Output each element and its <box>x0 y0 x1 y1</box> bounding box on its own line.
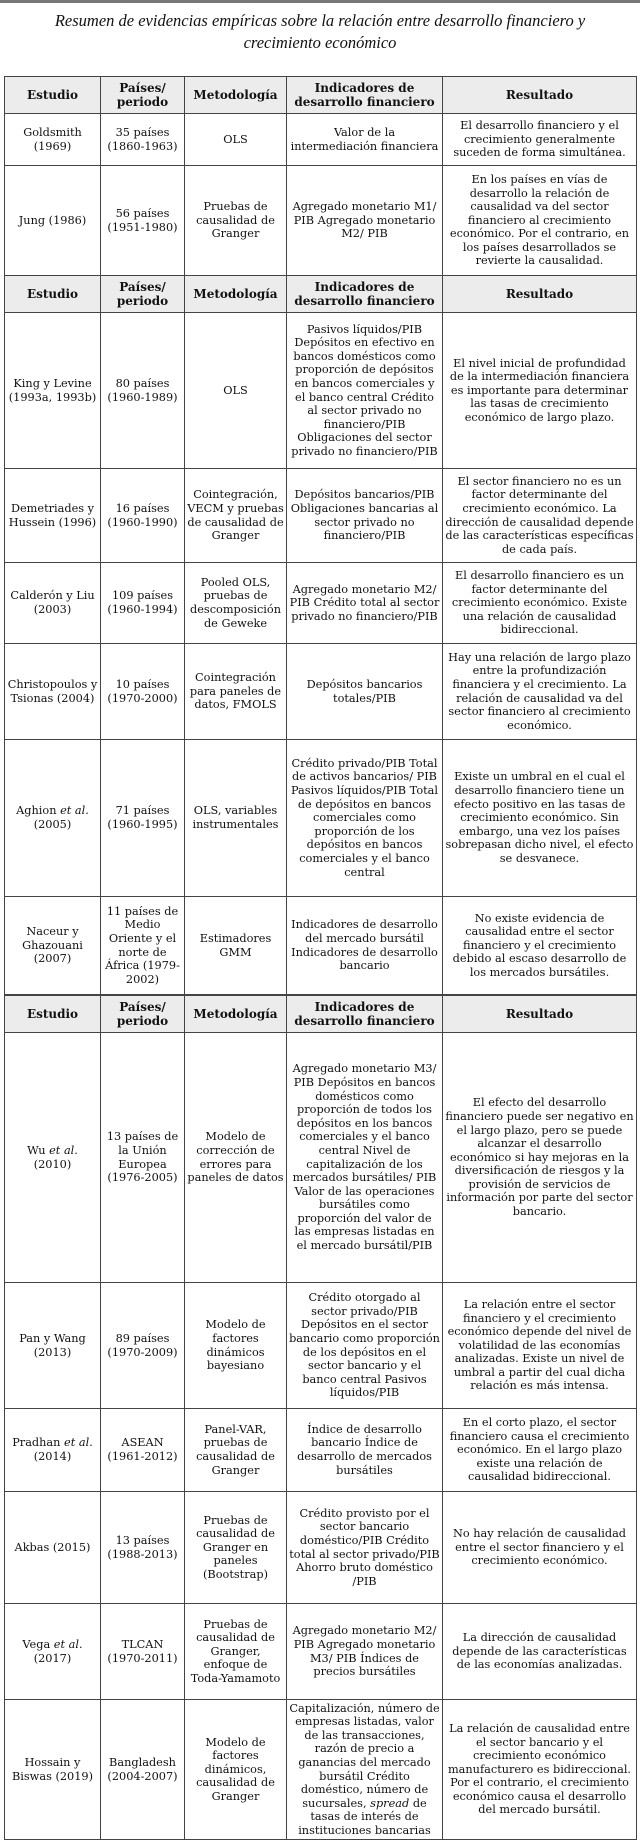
cell-resultado: Existe un umbral en el cual el desarrollo financiero tiene un efecto positivo en las tasas de crecimiento económico. Sin embargo, una vez los países sobrepasan dicho nivel, el efecto se desvanece. <box>443 740 637 897</box>
cell-paises: 80 países (1960-1989) <box>101 313 185 469</box>
header-row <box>5 996 637 1033</box>
cell-estudio <box>5 1409 101 1492</box>
cell-indicadores-spread: spread <box>370 1796 410 1810</box>
header-row <box>5 77 637 114</box>
table-row <box>5 740 637 897</box>
cell-resultado: La relación entre el sector financiero y el crecimiento económico depende del nivel de volatilidad de las economías analizadas. Existe un nivel de umbral a partir del cual dicha relación es más intensa. <box>443 1283 637 1409</box>
cell-paises: ASEAN (1961-2012) <box>101 1409 185 1492</box>
cell-estudio: King y Levine (1993a, 1993b) <box>5 313 101 469</box>
header-indicadores: Indicadores de desarrollo financiero <box>287 996 443 1033</box>
header-resultado: Resultado <box>443 276 637 313</box>
cell-resultado: No hay relación de causalidad entre el sector financiero y el crecimiento económico. <box>443 1492 637 1604</box>
table-row <box>5 1604 637 1700</box>
header-estudio: Estudio <box>5 77 101 114</box>
cell-paises: 11 países de Medio Oriente y el norte de África (1979-2002) <box>101 897 185 995</box>
cell-resultado: Hay una relación de largo plazo entre la profundización financiera y el crecimiento. La relación de causalidad va del sector financiero al crecimiento económico. <box>443 644 637 740</box>
cell-indicadores: Valor de la intermediación financiera <box>287 114 443 166</box>
table-row <box>5 166 637 276</box>
cell-indicadores: Agregado monetario M1/ PIB Agregado monetario M2/ PIB <box>287 166 443 276</box>
table-row <box>5 644 637 740</box>
cell-estudio: Demetriades y Hussein (1996) <box>5 469 101 563</box>
cell-estudio <box>5 1604 101 1700</box>
cell-metodologia: Cointegración para paneles de datos, FMOLS <box>185 644 287 740</box>
cell-resultado: El desarrollo financiero y el crecimiento generalmente suceden de forma simultánea. <box>443 114 637 166</box>
cell-indicadores: Depósitos bancarios/PIB Obligaciones bancarias al sector privado no financiero/PIB <box>287 469 443 563</box>
cell-metodologia: OLS <box>185 313 287 469</box>
cell-estudio-year: (2010) <box>33 1157 72 1171</box>
cell-resultado: La dirección de causalidad depende de las características de las economías analizadas. <box>443 1604 637 1700</box>
table-row <box>5 563 637 644</box>
table-row <box>5 313 637 469</box>
cell-metodologia: Modelo de corrección de errores para paneles de datos <box>185 1033 287 1283</box>
evidence-table-3 <box>4 995 637 1840</box>
cell-indicadores: Crédito provisto por el sector bancario doméstico/PIB Crédito total al sector privado/PIB Ahorro bruto doméstico /PIB <box>287 1492 443 1604</box>
cell-estudio: Akbas (2015) <box>5 1492 101 1604</box>
cell-metodologia: Cointegración, VECM y pruebas de causalidad de Granger <box>185 469 287 563</box>
cell-paises: 13 países (1988-2013) <box>101 1492 185 1604</box>
cell-metodologia: Estimadores GMM <box>185 897 287 995</box>
cell-indicadores: Crédito privado/PIB Total de activos bancarios/ PIB Pasivos líquidos/PIB Total de depósitos en bancos comerciales como proporción de los depósitos en bancos comerciales y el banco central <box>287 740 443 897</box>
cell-metodologia: Pruebas de causalidad de Granger, enfoque de Toda-Yamamoto <box>185 1604 287 1700</box>
header-estudio: Estudio <box>5 996 101 1033</box>
cell-paises: 16 países (1960-1990) <box>101 469 185 563</box>
cell-estudio: Naceur y Ghazouani (2007) <box>5 897 101 995</box>
cell-paises: 10 países (1970-2000) <box>101 644 185 740</box>
header-paises: Países/ periodo <box>101 276 185 313</box>
cell-estudio-year: (2014) <box>33 1450 72 1463</box>
top-rule <box>0 0 640 3</box>
cell-paises: 89 países (1970-2009) <box>101 1283 185 1409</box>
header-resultado: Resultado <box>443 77 637 114</box>
header-indicadores: Indicadores de desarrollo financiero <box>287 276 443 313</box>
cell-estudio: Pan y Wang (2013) <box>5 1283 101 1409</box>
cell-estudio: Christopoulos y Tsionas (2004) <box>5 644 101 740</box>
cell-metodologia: Pooled OLS, pruebas de descomposición de Geweke <box>185 563 287 644</box>
cell-paises: 109 países (1960-1994) <box>101 563 185 644</box>
cell-indicadores: Crédito otorgado al sector privado/PIB Depósitos en el sector bancario como proporción de los depósitos en el sector bancario y el banco central Pasivos líquidos/PIB <box>287 1283 443 1409</box>
cell-paises: 35 países (1860-1963) <box>101 114 185 166</box>
table-row <box>5 1283 637 1409</box>
cell-estudio: Hossain y Biswas (2019) <box>5 1700 101 1840</box>
table-row <box>5 1409 637 1492</box>
cell-estudio-etal: et al. <box>49 1143 78 1157</box>
cell-estudio: Goldsmith (1969) <box>5 114 101 166</box>
header-metodologia: Metodología <box>185 996 287 1033</box>
cell-estudio-year: (2005) <box>33 818 72 831</box>
cell-indicadores: Índice de desarrollo bancario Índice de desarrollo de mercados bursátiles <box>287 1409 443 1492</box>
table-row <box>5 1700 637 1840</box>
table-row <box>5 469 637 563</box>
header-metodologia: Metodología <box>185 276 287 313</box>
header-metodologia: Metodología <box>185 77 287 114</box>
cell-estudio <box>5 740 101 897</box>
cell-estudio-etal: et al. <box>60 804 89 818</box>
cell-estudio <box>5 1033 101 1283</box>
cell-resultado: No existe evidencia de causalidad entre el sector financiero y el crecimiento debido al escaso desarrollo de los mercados bursátiles. <box>443 897 637 995</box>
cell-metodologia: Modelo de factores dinámicos bayesiano <box>185 1283 287 1409</box>
cell-estudio-etal: et al. <box>64 1436 93 1450</box>
cell-resultado: En los países en vías de desarrollo la relación de causalidad va del sector financiero al crecimiento económico. Por el contrario, en los países desarrollados se revierte la causalidad. <box>443 166 637 276</box>
cell-metodologia: OLS, variables instrumentales <box>185 740 287 897</box>
cell-indicadores: Agregado monetario M2/ PIB Agregado monetario M3/ PIB Índices de precios bursátiles <box>287 1604 443 1700</box>
cell-estudio: Calderón y Liu (2003) <box>5 563 101 644</box>
cell-metodologia: Pruebas de causalidad de Granger <box>185 166 287 276</box>
cell-estudio-author: Wu <box>27 1143 50 1157</box>
header-paises: Países/ periodo <box>101 77 185 114</box>
cell-estudio-author: Aghion <box>16 804 61 818</box>
table-row <box>5 1492 637 1604</box>
cell-resultado: La relación de causalidad entre el sector bancario y el crecimiento económico manufacturero es bidireccional. Por el contrario, el crecimiento económico causa el desarrollo del mercado bursátil. <box>443 1700 637 1840</box>
cell-indicadores: Pasivos líquidos/PIB Depósitos en efectivo en bancos domésticos como proporción de depósitos en bancos comerciales y el banco central Crédito al sector privado no financiero/PIB Obligaciones del sector privado no financiero/PIB <box>287 313 443 469</box>
cell-resultado: En el corto plazo, el sector financiero causa el crecimiento económico. En el largo plazo existe una relación de causalidad bidireccional. <box>443 1409 637 1492</box>
table-row <box>5 1033 637 1283</box>
cell-indicadores: Agregado monetario M3/ PIB Depósitos en bancos domésticos como proporción de todos los depósitos en los bancos comerciales y el banco central Nivel de capitalización de los mercados bursátiles/ PIB Valor de las operaciones bursátiles como proporción del valor de las empresas listadas en el mercado bursátil/PIB <box>287 1033 443 1283</box>
cell-resultado: El desarrollo financiero es un factor determinante del crecimiento económico. Existe una relación de causalidad bidireccional. <box>443 563 637 644</box>
cell-paises: Bangladesh (2004-2007) <box>101 1700 185 1840</box>
header-resultado: Resultado <box>443 996 637 1033</box>
cell-resultado: El nivel inicial de profundidad de la intermediación financiera es importante para determinar las tasas de crecimiento económico de largo plazo. <box>443 313 637 469</box>
cell-estudio-year: (2017) <box>33 1651 72 1665</box>
header-paises: Países/ periodo <box>101 996 185 1033</box>
header-indicadores: Indicadores de desarrollo financiero <box>287 77 443 114</box>
cell-paises: 13 países de la Unión Europea (1976-2005) <box>101 1033 185 1283</box>
cell-estudio-etal: et al. <box>53 1637 83 1651</box>
cell-indicadores <box>287 1700 443 1840</box>
evidence-table-2 <box>4 275 637 995</box>
table-row <box>5 897 637 995</box>
cell-resultado: El sector financiero no es un factor determinante del crecimiento económico. La dirección de causalidad depende de las características específicas de cada país. <box>443 469 637 563</box>
cell-paises: 56 países (1951-1980) <box>101 166 185 276</box>
cell-metodologia: Panel-VAR, pruebas de causalidad de Granger <box>185 1409 287 1492</box>
cell-estudio-author: Pradhan <box>12 1436 65 1450</box>
cell-paises: 71 países (1960-1995) <box>101 740 185 897</box>
cell-metodologia: Pruebas de causalidad de Granger en paneles (Bootstrap) <box>185 1492 287 1604</box>
header-row <box>5 276 637 313</box>
cell-metodologia: Modelo de factores dinámicos, causalidad de Granger <box>185 1700 287 1840</box>
cell-indicadores: Indicadores de desarrollo del mercado bursátil Indicadores de desarrollo bancario <box>287 897 443 995</box>
table-row <box>5 114 637 166</box>
cell-indicadores-text-end: de tasas de interés de instituciones bancarias <box>298 1796 431 1837</box>
cell-paises: TLCAN (1970-2011) <box>101 1604 185 1700</box>
cell-indicadores: Depósitos bancarios totales/PIB <box>287 644 443 740</box>
cell-indicadores-text: Capitalización, número de empresas listadas, valor de las transacciones, razón de precio a ganancias del mercado bursátil Crédito doméstico, número de sucursales, <box>289 1701 440 1810</box>
cell-indicadores: Agregado monetario M2/ PIB Crédito total al sector privado no financiero/PIB <box>287 563 443 644</box>
header-estudio: Estudio <box>5 276 101 313</box>
cell-estudio: Jung (1986) <box>5 166 101 276</box>
evidence-table-1 <box>4 76 637 276</box>
cell-resultado: El efecto del desarrollo financiero puede ser negativo en el largo plazo, pero se puede alcanzar el desarrollo económico si hay mejoras en la diversificación de riesgos y la provisión de servicios de información por parte del sector bancario. <box>443 1033 637 1283</box>
cell-estudio-author: Vega <box>22 1637 54 1651</box>
cell-metodologia: OLS <box>185 114 287 166</box>
document-title: Resumen de evidencias empíricas sobre la relación entre desarrollo financiero y crecimiento económico <box>54 11 586 52</box>
